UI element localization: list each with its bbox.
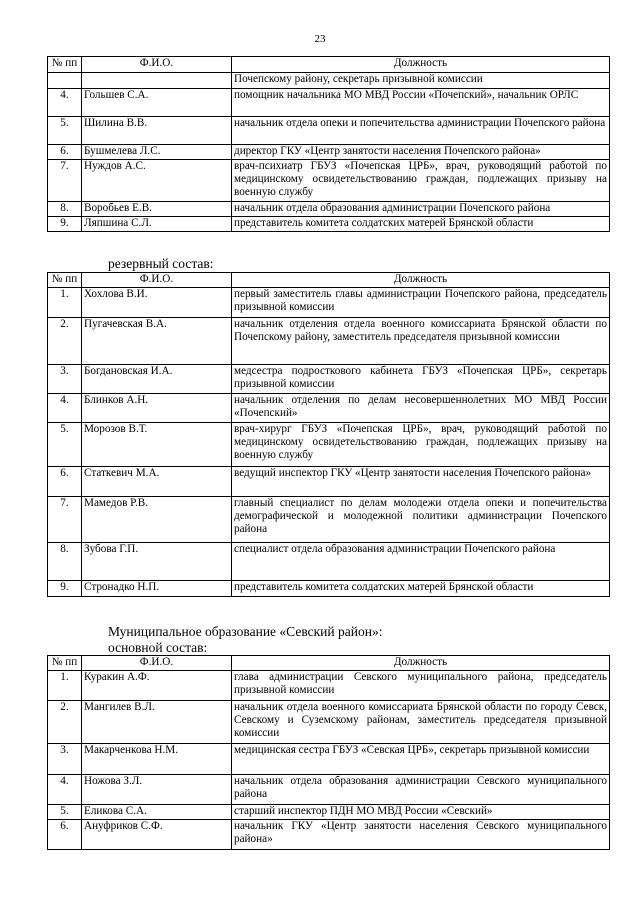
table-row <box>48 775 610 805</box>
table-row <box>48 394 610 423</box>
commission-table-main-continued <box>47 56 610 232</box>
row-number: 5. <box>48 117 82 145</box>
row-position: начальник отдела опеки и попечительства администрации Почепского района <box>232 117 610 145</box>
row-name: Богдановская И.А. <box>82 365 232 394</box>
column-header-number: № пп <box>48 273 82 288</box>
table-row <box>48 318 610 365</box>
row-position: глава администрации Севского муниципального района, председатель призывной комиссии <box>232 671 610 701</box>
table-row <box>48 73 610 89</box>
row-position: старший инспектор ПДН МО МВД России «Севский» <box>232 805 610 820</box>
table-row <box>48 805 610 820</box>
row-number: 1. <box>48 671 82 701</box>
table-row <box>48 543 610 581</box>
table-row <box>48 145 610 160</box>
table-row <box>48 160 610 202</box>
table-row <box>48 423 610 467</box>
row-number: 4. <box>48 89 82 117</box>
row-name: Макарченкова Н.М. <box>82 744 232 775</box>
column-header-number: № пп <box>48 57 82 73</box>
row-name: Ануфриков С.Ф. <box>82 820 232 850</box>
municipality-heading: Муниципальное образование «Севский район»: <box>108 624 383 639</box>
row-name: Блинков А.Н. <box>82 394 232 423</box>
row-position: начальник отдела образования администрации Почепского района <box>232 202 610 217</box>
row-number: 7. <box>48 160 82 202</box>
column-header-name: Ф.И.О. <box>82 57 232 73</box>
row-number: 4. <box>48 394 82 423</box>
row-position: начальник отделения отдела военного комиссариата Брянской области по Почепскому району, заместитель председателя призывной комиссии <box>232 318 610 365</box>
row-name: Шилина В.В. <box>82 117 232 145</box>
row-position: медицинская сестра ГБУЗ «Севская ЦРБ», секретарь призывной комиссии <box>232 744 610 775</box>
row-name: Морозов В.Т. <box>82 423 232 467</box>
row-number: 6. <box>48 467 82 497</box>
row-position: помощник начальника МО МВД России «Почепский», начальник ОРЛС <box>232 89 610 117</box>
row-name: Еликова С.А. <box>82 805 232 820</box>
row-name: Ляпшина С.Л. <box>82 217 232 232</box>
row-name: Хохлова В.И. <box>82 288 232 318</box>
row-position: ведущий инспектор ГКУ «Центр занятости населения Почепского района» <box>232 467 610 497</box>
table-row <box>48 467 610 497</box>
column-header-position: Должность <box>232 57 610 73</box>
table-row <box>48 288 610 318</box>
row-name: Мангилев В.Л. <box>82 701 232 744</box>
table-header-row <box>48 656 610 671</box>
row-number: 7. <box>48 497 82 543</box>
table-row <box>48 820 610 850</box>
table-row <box>48 89 610 117</box>
row-number: 3. <box>48 744 82 775</box>
table-row <box>48 365 610 394</box>
column-header-position: Должность <box>232 656 610 671</box>
column-header-position: Должность <box>232 273 610 288</box>
table-row <box>48 671 610 701</box>
row-number: 9. <box>48 581 82 597</box>
table-header-row <box>48 57 610 73</box>
row-name: Стронадко Н.П. <box>82 581 232 597</box>
row-name: Бушмелева Л.С. <box>82 145 232 160</box>
row-position: первый заместитель главы администрации Почепского района, председатель призывной комиссии <box>232 288 610 318</box>
row-position: врач-хирург ГБУЗ «Почепская ЦРБ», врач, руководящий работой по медицинскому освидетельствованию граждан, подлежащих призыву на военную службу <box>232 423 610 467</box>
column-header-name: Ф.И.О. <box>82 656 232 671</box>
row-name: Гольшев С.А. <box>82 89 232 117</box>
row-number: 2. <box>48 701 82 744</box>
column-header-name: Ф.И.О. <box>82 273 232 288</box>
table-header-row <box>48 273 610 288</box>
table-row <box>48 744 610 775</box>
table-row <box>48 202 610 217</box>
reserve-composition-heading: резервный состав: <box>108 256 214 271</box>
row-position: медсестра подросткового кабинета ГБУЗ «Почепская ЦРБ», секретарь призывной комиссии <box>232 365 610 394</box>
row-position: врач-психиатр ГБУЗ «Почепская ЦРБ», врач, руководящий работой по медицинскому освидетельствованию граждан, подлежащих призыву на военную службу <box>232 160 610 202</box>
commission-table-sevsky-main <box>47 655 610 850</box>
row-number: 5. <box>48 805 82 820</box>
table-row <box>48 117 610 145</box>
page-number: 23 <box>314 33 326 45</box>
row-position: начальник отдела образования администрации Севского муниципального района <box>232 775 610 805</box>
row-number: 3. <box>48 365 82 394</box>
main-composition-heading: основной состав: <box>108 640 208 655</box>
row-position: представитель комитета солдатских матерей Брянской области <box>232 581 610 597</box>
row-name: Статкевич М.А. <box>82 467 232 497</box>
row-number: 6. <box>48 820 82 850</box>
row-position: Почепскому району, секретарь призывной комиссии <box>232 73 610 89</box>
table-row <box>48 581 610 597</box>
row-number: 4. <box>48 775 82 805</box>
table-row <box>48 497 610 543</box>
row-position: начальник ГКУ «Центр занятости населения Севского муниципального района» <box>232 820 610 850</box>
row-number: 8. <box>48 202 82 217</box>
row-position: начальник отдела военного комиссариата Брянской области по городу Севск, Севскому и Суземскому районам, заместитель председателя призывной комиссии <box>232 701 610 744</box>
table-row <box>48 701 610 744</box>
row-number: 8. <box>48 543 82 581</box>
row-position: начальник отделения по делам несовершеннолетних МО МВД России «Почепский» <box>232 394 610 423</box>
row-number: 6. <box>48 145 82 160</box>
column-header-number: № пп <box>48 656 82 671</box>
row-number: 9. <box>48 217 82 232</box>
row-name: Пугачевская В.А. <box>82 318 232 365</box>
row-name: Воробьев Е.В. <box>82 202 232 217</box>
row-position: специалист отдела образования администрации Почепского района <box>232 543 610 581</box>
row-position: главный специалист по делам молодежи отдела опеки и попечительства демографической и молодежной политики администрации Почепского района <box>232 497 610 543</box>
row-position: представитель комитета солдатских матерей Брянской области <box>232 217 610 232</box>
row-number <box>48 73 82 89</box>
table-row <box>48 217 610 232</box>
row-position: директор ГКУ «Центр занятости населения Почепского района» <box>232 145 610 160</box>
row-number: 2. <box>48 318 82 365</box>
row-name: Куракин А.Ф. <box>82 671 232 701</box>
row-name: Нуждов А.С. <box>82 160 232 202</box>
row-number: 5. <box>48 423 82 467</box>
commission-table-reserve <box>47 272 610 597</box>
row-name: Мамедов Р.В. <box>82 497 232 543</box>
row-name: Ножова З.Л. <box>82 775 232 805</box>
row-name: Зубова Г.П. <box>82 543 232 581</box>
row-name <box>82 73 232 89</box>
row-number: 1. <box>48 288 82 318</box>
